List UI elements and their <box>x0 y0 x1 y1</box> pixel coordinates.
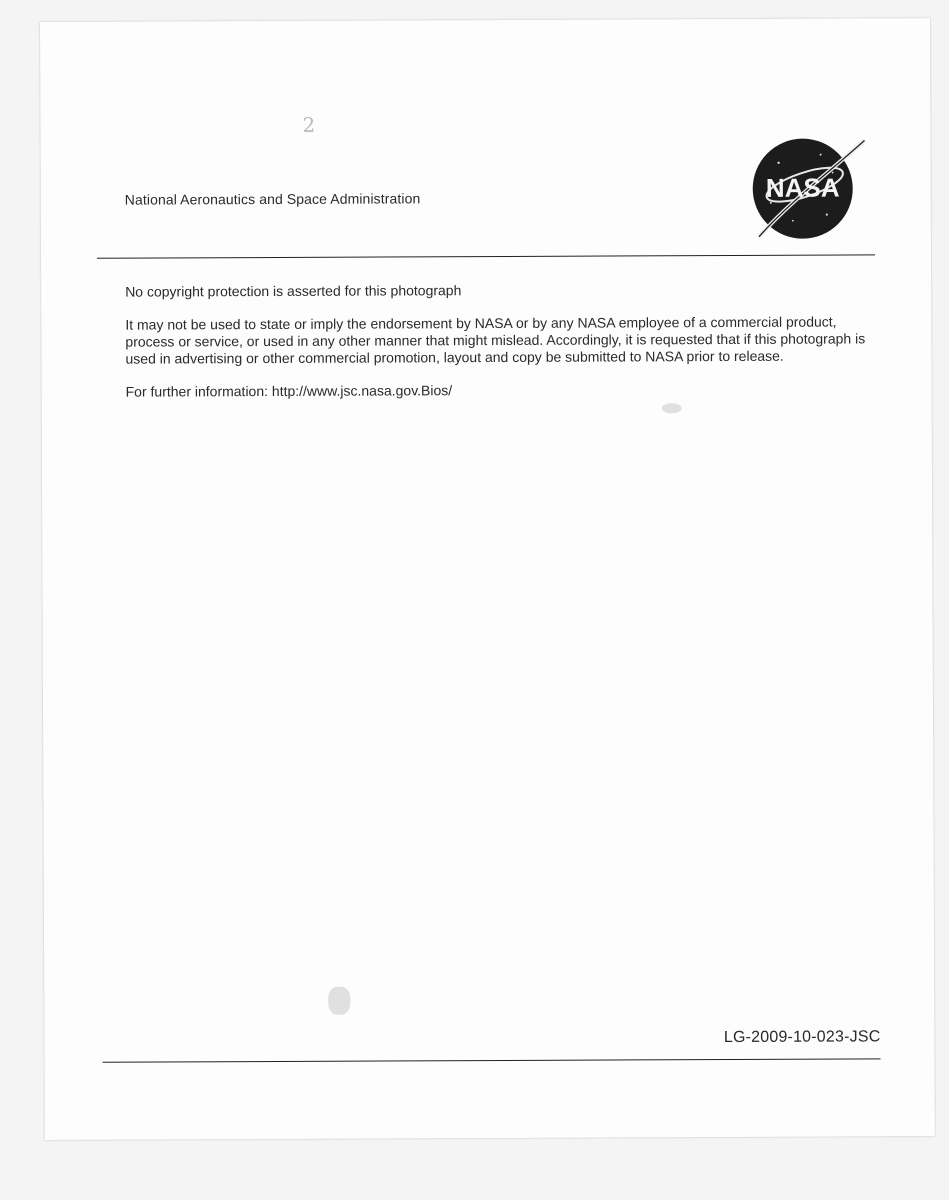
handwritten-mark: 2 <box>302 112 316 137</box>
header-divider <box>97 254 875 258</box>
document-page <box>40 18 935 1140</box>
notice-block <box>125 280 866 416</box>
copyright-statement: No copyright protection is asserted for this photograph <box>125 282 462 300</box>
paper-blemish <box>328 987 350 1015</box>
logo-wordmark: NASA <box>765 172 840 203</box>
document-id: LG-2009-10-023-JSC <box>723 1028 881 1047</box>
nasa-logo-icon <box>748 132 866 245</box>
paper-blemish <box>662 403 682 413</box>
agency-name: National Aeronautics and Space Administration <box>124 190 421 208</box>
endorsement-paragraph: It may not be used to state or imply the endorsement by NASA or by any NASA employee of a commercial product, process or service, or used in any other manner that might mislead. Accordingly, it is requested that if this photograph is used in advertising or other commercial promotion, layout and copy be submitted to NASA prior to release. <box>125 313 866 367</box>
further-info-link: For further information: http://www.jsc.nasa.gov.Bios/ <box>125 382 453 400</box>
footer-divider <box>103 1058 881 1062</box>
